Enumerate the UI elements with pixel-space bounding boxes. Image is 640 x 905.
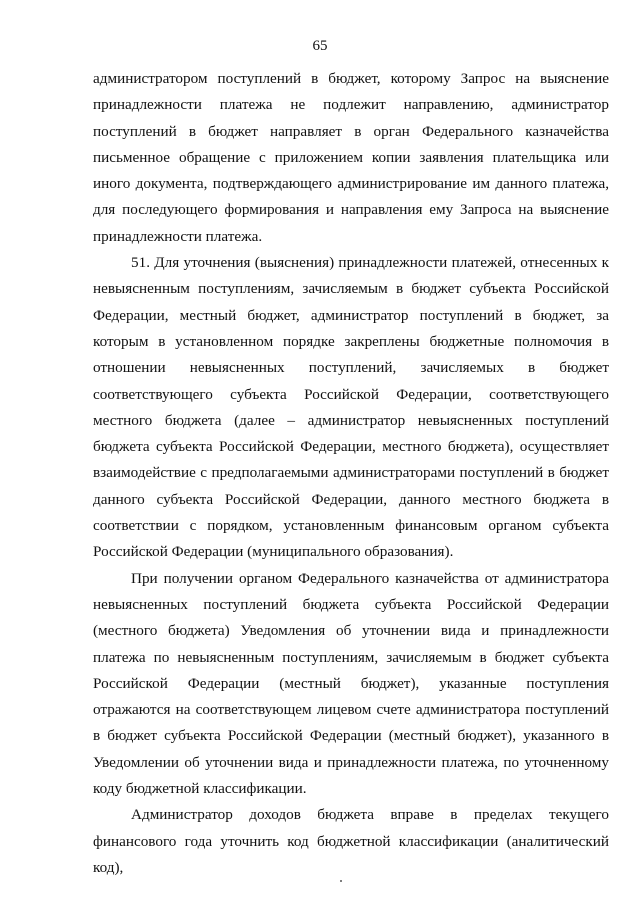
page-number: 65 [312, 38, 328, 54]
paragraph-notification-processing: При получении органом Федерального казначейства от администратора невыясненных поступлений бюджета субъекта Российской Федерации (местного бюджета) Уведомления об уточнении вида и принадлежности платежа по невыясненным поступлениям, зачисляемым в бюджет субъекта Российской Федерации (местный бюджет), указанные поступления отражаются на соответствующем лицевом счете администратора поступлений в бюджет субъекта Российской Федерации (местный бюджет), указанного в Уведомлении об уточнении вида и принадлежности платежа, по уточненному коду бюджетной классификации. [93, 569, 609, 798]
scan-speck [340, 880, 342, 882]
paragraph-clause-51: 51. Для уточнения (выяснения) принадлежности платежей, отнесенных к невыясненным поступлениям, зачисляемым в бюджет субъекта Российской Федерации, местный бюджет, администратор поступлений в бюджет, за которым в установленном порядке закреплены бюджетные полномочия в отношении невыясненных поступлений, зачисляемых в бюджет соответствующего субъекта Российской Федерации, соответствующего местного бюджета (далее – администратор невыясненных поступлений бюджета субъекта Российской Федерации, местного бюджета), осуществляет взаимодействие с предполагаемыми администраторами поступлений в бюджет данного субъекта Российской Федерации, данного местного бюджета в соответствии с порядком, установленным финансовым органом субъекта Российской Федерации (муниципального образования). [93, 254, 609, 561]
paragraph-revenue-administrator: Администратор доходов бюджета вправе в пределах текущего финансового года уточнить код бюджетной классификации (аналитический код), [93, 806, 609, 876]
document-body [93, 66, 609, 881]
paragraph-continuation: администратором поступлений в бюджет, которому Запрос на выяснение принадлежности платежа не подлежит направлению, администратор поступлений в бюджет направляет в орган Федерального казначейства письменное обращение с приложением копии заявления плательщика или иного документа, подтверждающего администрирование им данного платежа, для последующего формирования и направления ему Запроса на выяснение принадлежности платежа. [93, 70, 609, 245]
